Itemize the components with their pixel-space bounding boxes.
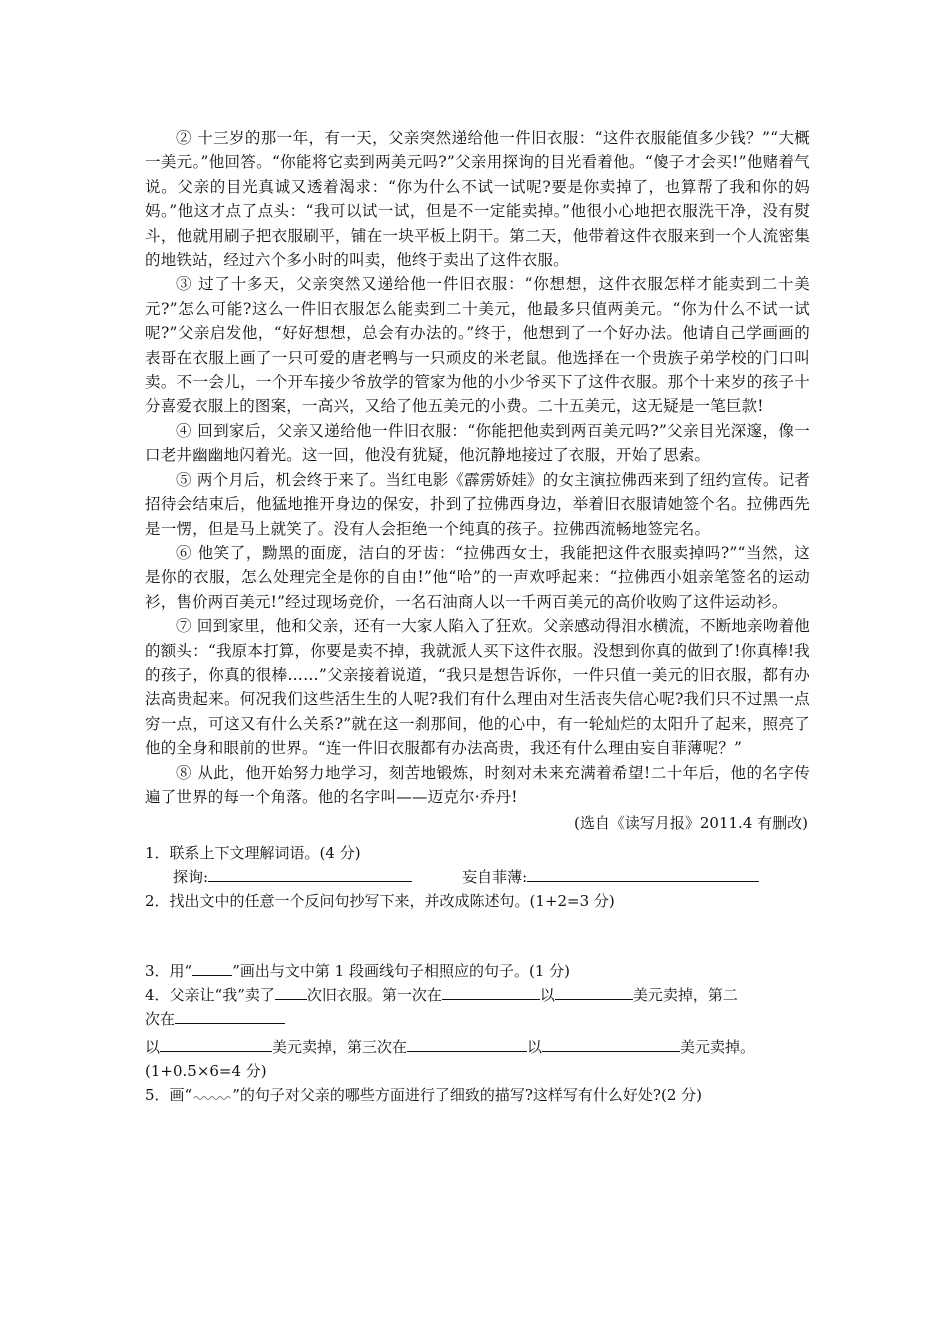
- paragraph-4: ④ 回到家后，父亲又递给他一件旧衣服：“你能把他卖到两百美元吗?”父亲目光深邃，像一口老井幽幽地闪着光。这一回，他没有犹疑，他沉静地接过了衣服，开始了思索。: [145, 421, 810, 465]
- word-2-label: 妄自菲薄:: [462, 868, 528, 887]
- questions-section: [145, 841, 810, 1107]
- question-4-cont-2: 以 美元卖掉，第三次在 以 美元卖掉。: [145, 1038, 756, 1057]
- question-1-answers: [145, 865, 810, 889]
- question-4-score: (1+0.5×6=4 分): [145, 1062, 267, 1081]
- question-3: 3．用“ ”画出与文中第 1 段画线句子相照应的句子。(1 分): [145, 962, 570, 981]
- answer-blank-1[interactable]: [208, 866, 412, 882]
- question-2: 2．找出文中的任意一个反问句抄写下来，并改成陈述句。(1+2=3 分): [145, 892, 615, 911]
- answer-blank-2[interactable]: [527, 866, 759, 882]
- answer-blank-count[interactable]: [275, 984, 307, 1000]
- paragraph-5: ⑤ 两个月后，机会终于来了。当红电影《霹雳娇娃》的女主演拉佛西来到了纽约宣传。记者招待会结束后，他猛地推开身边的保安，扑到了拉佛西身边，举着旧衣服请她签个名。拉佛西先是一愣，但是马上就笑了。没有人会拒绝一个纯真的孩子。拉佛西流畅地签完名。: [145, 470, 810, 538]
- question-5: 5．画“ ”的句子对父亲的哪些方面进行了细致的描写?这样写有什么好处?(2 分): [145, 1086, 702, 1105]
- answer-blank-place-3[interactable]: [407, 1036, 527, 1052]
- wavy-line-marker: [192, 1090, 232, 1102]
- question-4: 4．父亲让“我”卖了 次旧衣服。第一次在 以 美元卖掉，第二: [145, 986, 738, 1005]
- paragraph-2: ② 十三岁的那一年，有一天，父亲突然递给他一件旧衣服：“这件衣服能值多少钱？”“大概一美元。”他回答。“你能将它卖到两美元吗?”父亲用探询的目光看着他。“傻子才会买!”他赌着气说。父亲的目光真诚又透着渴求：“你为什么不试一试呢?要是你卖掉了，也算帮了我和你的妈妈。”他这才点了点头：“我可以试一试，但是不一定能卖掉。”他很小心地把衣服洗干净，没有熨斗，他就用刷子把衣服刷平，铺在一块平板上阴干。第二天，他带着这件衣服来到一个人流密集的地铁站，经过六个多小时的叫卖，他终于卖出了这件衣服。: [145, 129, 810, 270]
- underline-marker: [192, 960, 232, 976]
- answer-blank-price-2[interactable]: [160, 1036, 272, 1052]
- answer-blank-place-2[interactable]: [175, 1008, 285, 1024]
- source-citation: (选自《读写月报》2011.4 有删改): [574, 814, 808, 833]
- answer-blank-price-1[interactable]: [555, 984, 633, 1000]
- word-1-label: 探询:: [173, 868, 209, 887]
- paragraph-8: ⑧ 从此，他开始努力地学习，刻苦地锻炼，时刻对未来充满着希望!二十年后，他的名字传遍了世界的每一个角落。他的名字叫——迈克尔·乔丹!: [145, 763, 810, 806]
- paragraph-6: ⑥ 他笑了，黝黑的面庞，洁白的牙齿：“拉佛西女士，我能把这件衣服卖掉吗?”“当然，这是你的衣服，怎么处理完全是你的自由!”他“哈”的一声欢呼起来：“拉佛西小姐亲笔签名的运动衫，售价两百美元!”经过现场竞价，一名石油商人以一千两百美元的高价收购了这件运动衫。: [145, 543, 810, 611]
- paragraph-7: ⑦ 回到家里，他和父亲，还有一大家人陷入了狂欢。父亲感动得泪水横流，不断地亲吻着他的额头：“我原本打算，你要是卖不掉，我就派人买下这件衣服。没想到你真的做到了!你真棒!我的孩子，你真的很棒……”父亲接着说道，“我只是想告诉你，一件只值一美元的旧衣服，都有办法高贵起来。何况我们这些活生生的人呢?我们有什么理由对生活丧失信心呢?我们只不过黑一点穷一点，可这又有什么关系?”就在这一刹那间，他的心中，有一轮灿烂的太阳升了起来，照亮了他的全身和眼前的世界。“连一件旧衣服都有办法高贵，我还有什么理由妄自菲薄呢？”: [145, 617, 810, 758]
- question-4-cont-1: 次在: [145, 1007, 810, 1031]
- answer-blank-place-1[interactable]: [442, 984, 540, 1000]
- answer-blank-price-3[interactable]: [542, 1036, 680, 1052]
- article-content: [145, 126, 810, 1107]
- question-1: 1．联系上下文理解词语。(4 分): [145, 844, 361, 863]
- paragraph-3: ③ 过了十多天，父亲突然又递给他一件旧衣服：“你想想，这件衣服怎样才能卖到二十美元?”怎么可能?这么一件旧衣服怎么能卖到二十美元，他最多只值两美元。“你为什么不试一试呢?”父亲启发他，“好好想想，总会有办法的。”终于，他想到了一个好办法。他请自己学画画的表哥在衣服上画了一只可爱的唐老鸭与一只顽皮的米老鼠。他选择在一个贵族子弟学校的门口叫卖。不一会儿，一个开车接少爷放学的管家为他的小少爷买下了这件衣服。那个十来岁的孩子十分喜爱衣服上的图案，一高兴，又给了他五美元的小费。二十五美元，这无疑是一笔巨款!: [145, 275, 810, 416]
